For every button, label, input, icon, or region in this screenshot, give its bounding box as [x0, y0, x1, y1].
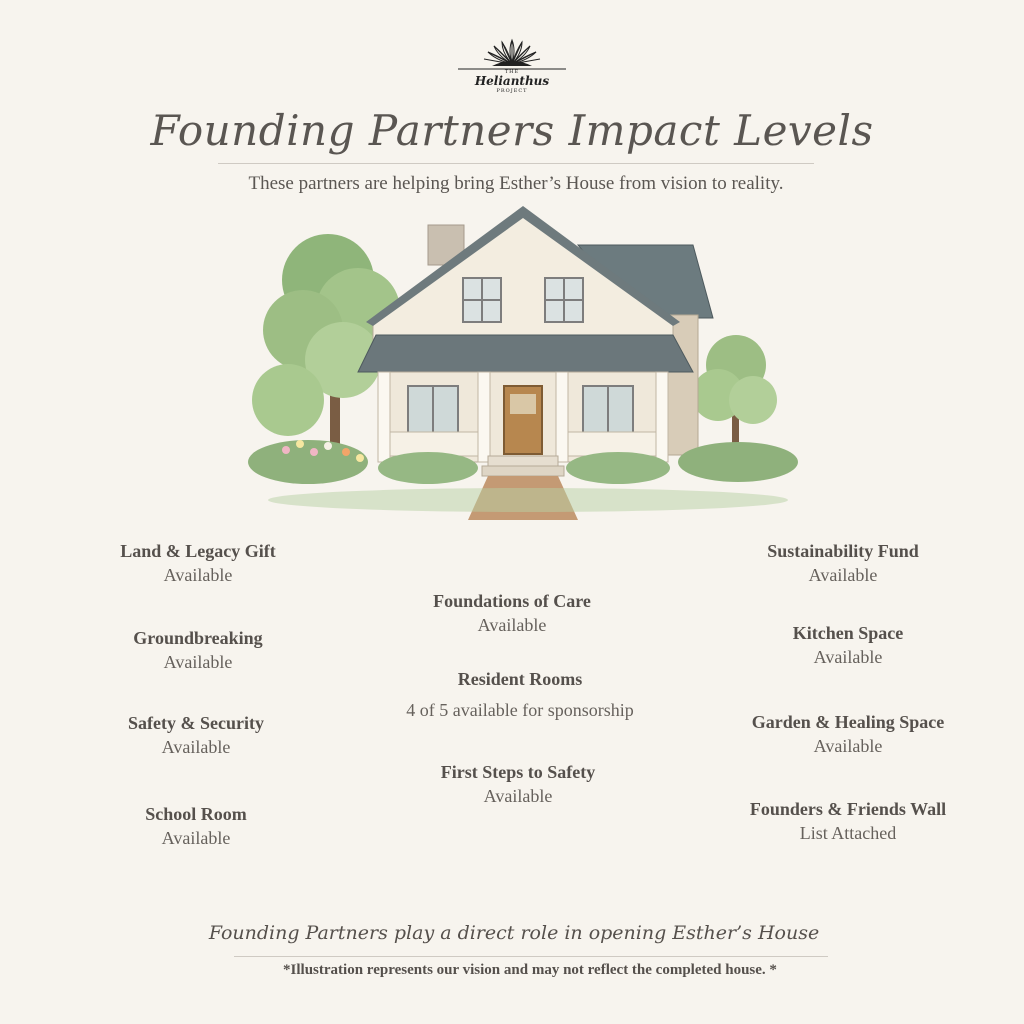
level-status: Available: [163, 565, 233, 585]
level-status: Available: [161, 737, 231, 757]
level-status: Available: [813, 647, 883, 667]
house-illustration: [248, 200, 813, 530]
level-name: Garden & Healing Space: [751, 712, 945, 732]
level-sustainability-fund: [693, 539, 993, 587]
closing-divider: [234, 956, 828, 957]
level-kitchen-space: [698, 621, 998, 669]
level-founders-friends-wall: [698, 797, 998, 845]
level-name: Groundbreaking: [133, 628, 263, 648]
level-name: Founders & Friends Wall: [749, 799, 947, 819]
helianthus-logo: [452, 36, 572, 100]
page-subtitle: These partners are helping bring Esther’s House from vision to reality.: [248, 173, 784, 194]
level-garden-healing-space: [698, 710, 998, 758]
illustration-disclaimer: *Illustration represents our vision and may not reflect the completed house. *: [283, 962, 777, 978]
logo-the: THE: [504, 69, 520, 75]
level-name: Resident Rooms: [457, 669, 583, 689]
level-name: School Room: [145, 804, 247, 824]
level-name: Kitchen Space: [792, 623, 904, 643]
level-resident-rooms: [370, 667, 670, 722]
level-school-room: [46, 802, 346, 850]
level-foundations-of-care: [362, 589, 662, 637]
level-groundbreaking: [48, 626, 348, 674]
closing-statement: Founding Partners play a direct role in opening Esther’s House: [208, 922, 820, 944]
level-land-legacy-gift: [48, 539, 348, 587]
sunflower-icon: [452, 36, 572, 70]
level-name: First Steps to Safety: [440, 762, 596, 782]
level-first-steps-to-safety: [368, 760, 668, 808]
page-title: Founding Partners Impact Levels: [150, 106, 874, 155]
level-status: 4 of 5 available for sponsorship: [406, 700, 634, 720]
level-name: Sustainability Fund: [767, 541, 919, 561]
title-divider: [218, 163, 814, 164]
level-status: Available: [161, 828, 231, 848]
level-safety-security: [46, 711, 346, 759]
logo-project: PROJECT: [496, 88, 528, 94]
level-status: Available: [808, 565, 878, 585]
level-name: Land & Legacy Gift: [120, 541, 276, 561]
logo-name: Helianthus: [474, 74, 550, 88]
level-status: Available: [813, 736, 883, 756]
level-status: Available: [163, 652, 233, 672]
level-name: Foundations of Care: [433, 591, 591, 611]
level-status: Available: [483, 786, 553, 806]
level-status: Available: [477, 615, 547, 635]
level-status: List Attached: [799, 823, 897, 843]
level-name: Safety & Security: [128, 713, 264, 733]
